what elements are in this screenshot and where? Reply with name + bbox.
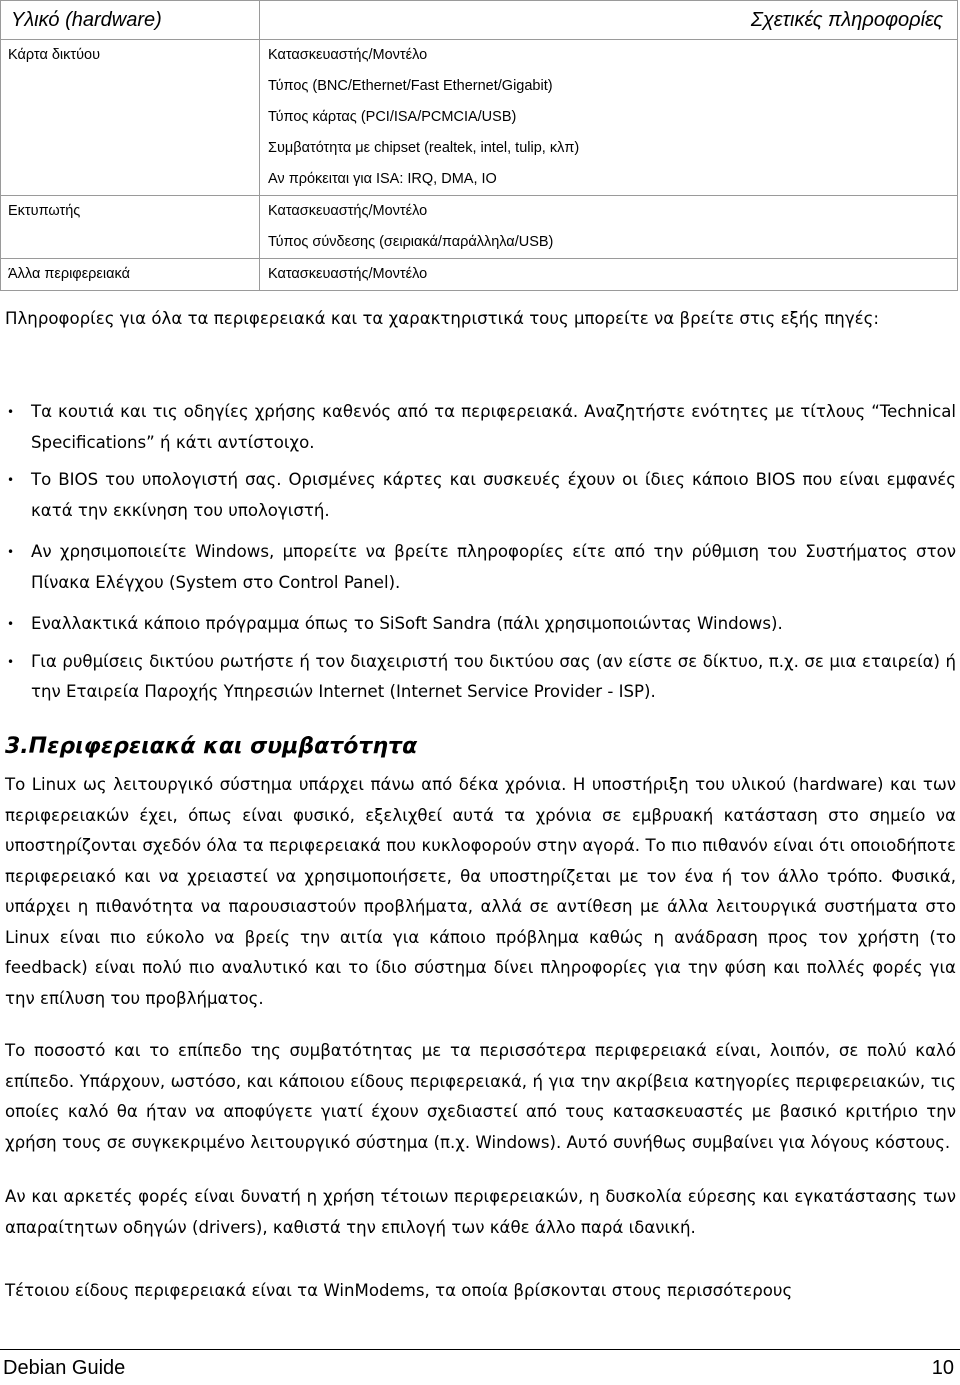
- list-item: [5, 609, 956, 640]
- page-number: 10: [931, 1357, 954, 1379]
- category-cell: [1, 40, 260, 196]
- info-line: Τύπος (BNC/Ethernet/Fast Ethernet/Gigabit): [268, 78, 553, 94]
- list-item: [5, 397, 956, 458]
- section-heading: 3.Περιφερειακά και συμβατότητα: [5, 734, 418, 759]
- list-item-text: Τα κουτιά και τις οδηγίες χρήσης καθενός από τα περιφερειακά. Αναζητήστε ενότητες με τίτλους “Technical Specifications” ή κάτι αντίστοιχο.: [31, 402, 956, 452]
- bullet-icon: •: [7, 617, 15, 631]
- bullet-icon: •: [7, 654, 15, 669]
- bullet-icon: •: [7, 473, 15, 487]
- info-cell: [260, 259, 958, 291]
- list-item: [5, 465, 956, 526]
- table-row: [1, 196, 958, 259]
- info-line: Τύπος σύνδεσης (σειριακά/παράλληλα/USB): [268, 234, 554, 250]
- header-hardware: Υλικό (hardware): [1, 1, 260, 40]
- table-header-row: [1, 1, 958, 40]
- info-cell: [260, 40, 958, 196]
- bullet-icon: •: [7, 405, 15, 419]
- hardware-info-table: [0, 0, 958, 291]
- footer-divider: [0, 1349, 960, 1350]
- list-item-text: Για ρυθμίσεις δικτύου ρωτήστε ή τον διαχειριστή του δικτύου σας (αν είστε σε δίκτυο, π.χ. σε μια εταιρεία) ή την Εταιρεία Παροχής Υπηρεσιών Internet (Internet Service Provider - ISP).: [31, 651, 956, 701]
- list-item: [5, 537, 956, 598]
- info-line: Τύπος κάρτας (PCI/ISA/PCMCIA/USB): [268, 109, 517, 125]
- list-item-text: Το BIOS του υπολογιστή σας. Ορισμένες κάρτες και συσκευές έχουν οι ίδιες κάποιο BIOS που είναι εμφανές κατά την εκκίνηση του υπολογιστή.: [31, 470, 956, 520]
- category-cell: [1, 196, 260, 259]
- header-info: Σχετικές πληροφορίες: [260, 1, 958, 40]
- info-line: Συμβατότητα με chipset (realtek, intel, tulip, κλπ): [268, 140, 580, 156]
- table-row: [1, 40, 958, 196]
- info-line: Αν πρόκειται για ISA: IRQ, DMA, IO: [268, 171, 497, 187]
- info-line: Κατασκευαστής/Μοντέλο: [268, 203, 428, 219]
- body-paragraph: Το ποσοστό και το επίπεδο της συμβατότητας με τα περισσότερα περιφερειακά είναι, λοιπόν, σε πολύ καλό επίπεδο. Υπάρχουν, ωστόσο, και κάποιου είδους περιφερειακά, ή για την ακρίβεια κατηγορίες περιφερειακών, τις οποίες καλό θα ήταν να αποφύγετε γιατί έχουν σχεδιαστεί από τους κατασκευαστές με βασικό κριτήριο την χρήση τους σε συγκεκριμένο λειτουργικό σύστημα (π.χ. Windows). Αυτό συνήθως συμβαίνει για λόγους κόστους.: [5, 1041, 956, 1152]
- category-cell: [1, 259, 260, 291]
- table-row: [1, 259, 958, 291]
- bullet-icon: •: [7, 545, 15, 559]
- list-item-text: Αν χρησιμοποιείτε Windows, μπορείτε να βρείτε πληροφορίες είτε από την ρύθμιση του Συστήματος στον Πίνακα Ελέγχου (System στο Control Panel).: [31, 542, 956, 592]
- category-network-card: Κάρτα δικτύου: [8, 47, 101, 63]
- body-paragraph: Το Linux ως λειτουργικό σύστημα υπάρχει πάνω από δέκα χρόνια. Η υποστήριξη του υλικού (hardware) και των περιφερειακών έχει, όπως είναι φυσικό, εξελιχθεί αυτά τα χρόνια σε εμβρυακή κατάσταση στο σημείο να υποστηρίζονται σχεδόν όλα τα περιφερειακά που κυκλοφορούν στην αγορά. Το πιο πιθανόν είναι ότι οποιοδήποτε περιφερειακό και να χρειαστεί να χρησιμοποιήσετε, θα υποστηρίζεται με τον ένα ή τον άλλο τρόπο. Φυσικά, υπάρχει η πιθανότητα να παρουσιαστούν προβλήματα, αλλά σε αντίθεση με άλλα λειτουργικά συστήματα στο Linux είναι πιο εύκολο να βρείς την αιτία για κάποιο πρόβλημα καθώς η ανάδραση προς τον χρήστη (το feedback) είναι πολύ πιο αναλυτικό και το ίδιο σύστημα δίνει πληροφορίες για την φύση και πολλές φορές για την επίλυση του προβλήματος.: [5, 775, 956, 1008]
- body-paragraph: Τέτοιου είδους περιφερειακά είναι τα WinModems, τα οποία βρίσκονται στους περισσότερους: [5, 1281, 793, 1300]
- list-item: [5, 647, 956, 708]
- intro-paragraph: Πληροφορίες για όλα τα περιφερειακά και τα χαρακτηριστικά τους μπορείτε να βρείτε στις εξής πηγές:: [5, 309, 879, 328]
- list-item-text: Εναλλακτικά κάποιο πρόγραμμα όπως το SiSoft Sandra (πάλι χρησιμοποιώντας Windows).: [31, 614, 783, 633]
- body-paragraph: Αν και αρκετές φορές είναι δυνατή η χρήση τέτοιων περιφερειακών, η δυσκολία εύρεσης και εγκατάστασης των απαραίτητων οδηγών (drivers), καθιστά την επιλογή των κάθε άλλο παρά ιδανική.: [5, 1187, 956, 1237]
- info-line: Κατασκευαστής/Μοντέλο: [268, 266, 428, 282]
- category-other-peripherals: Άλλα περιφερειακά: [8, 266, 130, 282]
- footer-title: Debian Guide: [3, 1357, 126, 1379]
- category-printer: Εκτυπωτής: [8, 203, 81, 219]
- info-line: Κατασκευαστής/Μοντέλο: [268, 47, 428, 63]
- info-cell: [260, 196, 958, 259]
- sources-list: [5, 397, 956, 708]
